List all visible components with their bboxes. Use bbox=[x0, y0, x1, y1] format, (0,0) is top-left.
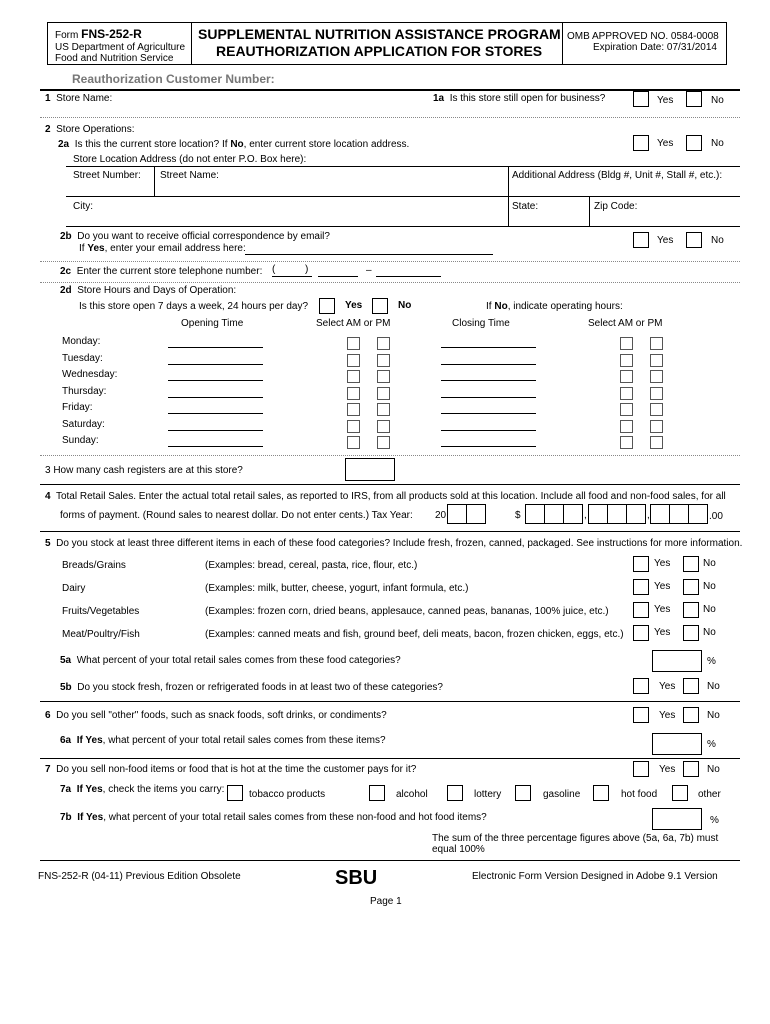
q1a-question: 1a Is this store still open for business? bbox=[433, 93, 606, 104]
close-am-checkbox-saturday[interactable] bbox=[620, 420, 633, 433]
q2a-question: 2a Is this the current store location? If No, enter current store location address. bbox=[58, 139, 410, 150]
email-input[interactable] bbox=[245, 254, 493, 255]
q7-yes-checkbox[interactable] bbox=[633, 761, 649, 777]
q6-question: 6 Do you sell "other" foods, such as snack foods, soft drinks, or condiments? bbox=[45, 710, 387, 721]
q2b-question: 2b Do you want to receive official correspondence by email? bbox=[60, 231, 330, 242]
page-number: Page 1 bbox=[370, 896, 402, 907]
close-am-checkbox-wednesday[interactable] bbox=[620, 370, 633, 383]
q5b-no-label: No bbox=[707, 681, 720, 692]
category-examples-meat-poultry-fish: (Examples: canned meats and fish, ground beef, deli meats, bacon, frozen chicken, eggs, etc.) bbox=[205, 629, 624, 640]
phone-area-close: ) bbox=[305, 264, 309, 275]
open-pm-checkbox-saturday[interactable] bbox=[377, 420, 390, 433]
expiration-date: Expiration Date: 07/31/2014 bbox=[593, 42, 717, 53]
q7-question: 7 Do you sell non-food items or food that is hot at the time the customer pays for it? bbox=[45, 764, 417, 775]
q7-no-checkbox[interactable] bbox=[683, 761, 699, 777]
category-no-label: No bbox=[703, 627, 716, 638]
comma-1: , bbox=[584, 510, 587, 521]
footer-electronic-version: Electronic Form Version Designed in Adobe 9.1 Version bbox=[472, 871, 718, 882]
category-name-fruits-vegetables: Fruits/Vegetables bbox=[62, 606, 140, 617]
tax-year-digit-1[interactable] bbox=[447, 504, 467, 524]
category-name-breads-grains: Breads/Grains bbox=[62, 560, 126, 571]
q6-yes-label: Yes bbox=[659, 710, 676, 721]
item-label-lottery: lottery bbox=[474, 789, 502, 800]
q2d-indicate-hours: If No, indicate operating hours: bbox=[486, 301, 623, 312]
phone-dash: – bbox=[366, 265, 372, 276]
phone-area-code-input[interactable] bbox=[272, 276, 312, 277]
q2a-yes-checkbox[interactable] bbox=[633, 135, 649, 151]
q2a-yes-label: Yes bbox=[657, 138, 674, 149]
category-no-label: No bbox=[703, 581, 716, 592]
q2d-question: 2d Store Hours and Days of Operation: bbox=[60, 285, 237, 296]
closing-time-input-friday[interactable] bbox=[441, 413, 536, 414]
q2b-email-label: If Yes, enter your email address here: bbox=[79, 243, 246, 254]
close-pm-checkbox-wednesday[interactable] bbox=[650, 370, 663, 383]
form-number: FNS-252-R bbox=[81, 27, 142, 41]
q7-yes-label: Yes bbox=[659, 764, 676, 775]
close-pm-checkbox-tuesday[interactable] bbox=[650, 354, 663, 367]
sum-note-line-2: equal 100% bbox=[432, 844, 485, 855]
q2d-yes-checkbox[interactable] bbox=[319, 298, 335, 314]
day-label-monday: Monday: bbox=[62, 336, 101, 347]
category-yes-checkbox-meat-poultry-fish[interactable] bbox=[633, 625, 649, 641]
street-name-field[interactable]: Street Name: bbox=[160, 170, 219, 181]
phone-area-open: ( bbox=[272, 264, 276, 275]
opening-time-header: Opening Time bbox=[181, 318, 244, 329]
q2-label: 2 Store Operations: bbox=[45, 124, 135, 135]
tax-year-prefix: 20 bbox=[435, 510, 447, 521]
select-ampm-header-close: Select AM or PM bbox=[588, 318, 663, 329]
street-number-field[interactable]: Street Number: bbox=[73, 170, 141, 181]
open-pm-checkbox-thursday[interactable] bbox=[377, 387, 390, 400]
sales-digit-9[interactable] bbox=[688, 504, 708, 524]
opening-time-input-wednesday[interactable] bbox=[168, 380, 263, 381]
q2b-no-checkbox[interactable] bbox=[686, 232, 702, 248]
q2d-yes-label: Yes bbox=[345, 300, 363, 311]
zip-code-field[interactable]: Zip Code: bbox=[594, 201, 638, 212]
day-label-saturday: Saturday: bbox=[62, 418, 105, 430]
q2d-no-checkbox[interactable] bbox=[372, 298, 388, 314]
q4-question-cont: forms of payment. (Round sales to nearest dollar. Do not enter cents.) Tax Year: bbox=[60, 510, 413, 521]
select-ampm-header-open: Select AM or PM bbox=[316, 318, 391, 329]
item-checkbox-hot-food[interactable] bbox=[593, 785, 609, 801]
item-checkbox-tobacco-products[interactable] bbox=[227, 785, 243, 801]
item-checkbox-lottery[interactable] bbox=[447, 785, 463, 801]
q6a-percent-input[interactable] bbox=[652, 733, 702, 755]
additional-address-field[interactable]: Additional Address (Bldg #, Unit #, Stall #, etc.): bbox=[512, 170, 723, 181]
comma-2: , bbox=[647, 510, 650, 521]
open-pm-checkbox-monday[interactable] bbox=[377, 337, 390, 350]
close-am-checkbox-monday[interactable] bbox=[620, 337, 633, 350]
agency-line-2: Food and Nutrition Service bbox=[55, 53, 174, 64]
q6-no-label: No bbox=[707, 710, 720, 721]
category-yes-checkbox-breads-grains[interactable] bbox=[633, 556, 649, 572]
form-prefix: Form bbox=[55, 30, 79, 41]
q5a-percent-input[interactable] bbox=[652, 650, 702, 672]
category-yes-label: Yes bbox=[654, 627, 671, 638]
close-am-checkbox-sunday[interactable] bbox=[620, 436, 633, 449]
open-am-checkbox-saturday[interactable] bbox=[347, 420, 360, 433]
open-pm-checkbox-tuesday[interactable] bbox=[377, 354, 390, 367]
dollar-sign: $ bbox=[515, 510, 521, 521]
item-checkbox-gasoline[interactable] bbox=[515, 785, 531, 801]
footer-edition: FNS-252-R (04-11) Previous Edition Obsolete bbox=[38, 871, 241, 882]
q5b-no-checkbox[interactable] bbox=[683, 678, 699, 694]
agency-line-1: US Department of Agriculture bbox=[55, 42, 186, 53]
item-label-gasoline: gasoline bbox=[543, 789, 581, 800]
category-yes-label: Yes bbox=[654, 558, 671, 569]
q6a-percent-sign: % bbox=[707, 739, 716, 750]
item-checkbox-other[interactable] bbox=[672, 785, 688, 801]
close-am-checkbox-tuesday[interactable] bbox=[620, 354, 633, 367]
q7-no-label: No bbox=[707, 764, 720, 775]
closing-time-input-sunday[interactable] bbox=[441, 446, 536, 447]
cash-registers-input[interactable] bbox=[345, 458, 395, 481]
open-am-checkbox-sunday[interactable] bbox=[347, 436, 360, 449]
q2a-no-label: No bbox=[711, 138, 724, 149]
item-label-tobacco-products: tobacco products bbox=[249, 789, 326, 800]
q3-question: 3 How many cash registers are at this store? bbox=[45, 465, 243, 476]
category-yes-label: Yes bbox=[654, 581, 671, 592]
category-yes-checkbox-dairy[interactable] bbox=[633, 579, 649, 595]
q5-question: 5 Do you stock at least three different items in each of these food categories? Include fresh, frozen, canned, packaged. See instructions for more information. bbox=[45, 538, 743, 549]
category-no-checkbox-fruits-vegetables[interactable] bbox=[683, 602, 699, 618]
sales-digit-1[interactable] bbox=[525, 504, 545, 524]
close-pm-checkbox-thursday[interactable] bbox=[650, 387, 663, 400]
sales-digit-4[interactable] bbox=[588, 504, 608, 524]
sum-note-line-1: The sum of the three percentage figures above (5a, 6a, 7b) must bbox=[432, 833, 719, 844]
category-name-meat-poultry-fish: Meat/Poultry/Fish bbox=[62, 629, 140, 640]
q4-question: 4 Total Retail Sales. Enter the actual total retail sales, as reported to IRS, from all products sold at this location. Include all food and non-food sales, for all bbox=[45, 491, 726, 502]
q7b-percent-sign: % bbox=[710, 815, 719, 826]
q5a-question: 5a What percent of your total retail sales comes from these food categories? bbox=[60, 655, 401, 666]
q7b-question: 7b If Yes, what percent of your total retail sales comes from these non-food and hot food items? bbox=[60, 812, 487, 823]
form-title-line-2: REAUTHORIZATION APPLICATION FOR STORES bbox=[216, 43, 543, 59]
open-am-checkbox-thursday[interactable] bbox=[347, 387, 360, 400]
q2b-no-label: No bbox=[711, 235, 724, 246]
q7b-percent-input[interactable] bbox=[652, 808, 702, 830]
sales-digit-7[interactable] bbox=[650, 504, 670, 524]
close-am-checkbox-thursday[interactable] bbox=[620, 387, 633, 400]
opening-time-input-tuesday[interactable] bbox=[168, 364, 263, 365]
q7a-question: 7a If Yes, check the items you carry: bbox=[60, 784, 225, 795]
sales-digit-5[interactable] bbox=[607, 504, 627, 524]
closing-time-input-thursday[interactable] bbox=[441, 397, 536, 398]
closing-time-input-tuesday[interactable] bbox=[441, 364, 536, 365]
q2d-no-label: No bbox=[398, 300, 412, 311]
state-field[interactable]: State: bbox=[512, 201, 539, 212]
q6a-question: 6a If Yes, what percent of your total retail sales comes from these items? bbox=[60, 735, 386, 746]
day-label-wednesday: Wednesday: bbox=[62, 369, 118, 380]
open-pm-checkbox-sunday[interactable] bbox=[377, 436, 390, 449]
city-field[interactable]: City: bbox=[73, 201, 93, 212]
form-title-line-1: SUPPLEMENTAL NUTRITION ASSISTANCE PROGRAM bbox=[198, 26, 561, 42]
closing-time-input-saturday[interactable] bbox=[441, 430, 536, 431]
phone-prefix-input[interactable] bbox=[318, 276, 358, 277]
q1a-no-checkbox[interactable] bbox=[686, 91, 702, 107]
close-pm-checkbox-saturday[interactable] bbox=[650, 420, 663, 433]
day-label-thursday: Thursday: bbox=[62, 385, 107, 397]
sales-digit-3[interactable] bbox=[563, 504, 583, 524]
category-yes-label: Yes bbox=[654, 604, 671, 615]
category-no-label: No bbox=[703, 604, 716, 615]
q1a-yes-checkbox[interactable] bbox=[633, 91, 649, 107]
q5b-question: 5b Do you stock fresh, frozen or refrigerated foods in at least two of these categories? bbox=[60, 682, 443, 693]
address-instructions: Store Location Address (do not enter P.O. Box here): bbox=[73, 154, 307, 165]
category-examples-dairy: (Examples: milk, butter, cheese, yogurt, infant formula, etc.) bbox=[205, 583, 469, 594]
open-pm-checkbox-friday[interactable] bbox=[377, 403, 390, 416]
closing-time-header: Closing Time bbox=[452, 318, 510, 329]
opening-time-input-friday[interactable] bbox=[168, 413, 263, 414]
open-am-checkbox-monday[interactable] bbox=[347, 337, 360, 350]
category-yes-checkbox-fruits-vegetables[interactable] bbox=[633, 602, 649, 618]
item-label-alcohol: alcohol bbox=[396, 789, 428, 800]
category-no-checkbox-breads-grains[interactable] bbox=[683, 556, 699, 572]
customer-number-label: Reauthorization Customer Number: bbox=[72, 72, 275, 86]
open-am-checkbox-tuesday[interactable] bbox=[347, 354, 360, 367]
opening-time-input-thursday[interactable] bbox=[168, 397, 263, 398]
q1a-no-label: No bbox=[711, 95, 724, 106]
q6-no-checkbox[interactable] bbox=[683, 707, 699, 723]
sales-digit-8[interactable] bbox=[669, 504, 689, 524]
category-no-label: No bbox=[703, 558, 716, 569]
q2b-yes-checkbox[interactable] bbox=[633, 232, 649, 248]
q2c-question: 2c Enter the current store telephone number: bbox=[60, 266, 263, 277]
q6-yes-checkbox[interactable] bbox=[633, 707, 649, 723]
day-label-sunday: Sunday: bbox=[62, 435, 99, 446]
sales-digit-6[interactable] bbox=[626, 504, 646, 524]
q5b-yes-checkbox[interactable] bbox=[633, 678, 649, 694]
day-label-tuesday: Tuesday: bbox=[62, 352, 103, 364]
opening-time-input-monday[interactable] bbox=[168, 347, 263, 348]
category-no-checkbox-meat-poultry-fish[interactable] bbox=[683, 625, 699, 641]
close-pm-checkbox-sunday[interactable] bbox=[650, 436, 663, 449]
sbu-marking: SBU bbox=[335, 867, 378, 889]
q2a-no-checkbox[interactable] bbox=[686, 135, 702, 151]
category-name-dairy: Dairy bbox=[62, 583, 86, 594]
q1-label: 1 Store Name: bbox=[45, 93, 113, 104]
item-label-hot-food: hot food bbox=[621, 789, 658, 800]
category-no-checkbox-dairy[interactable] bbox=[683, 579, 699, 595]
close-pm-checkbox-monday[interactable] bbox=[650, 337, 663, 350]
opening-time-input-sunday[interactable] bbox=[168, 446, 263, 447]
opening-time-input-saturday[interactable] bbox=[168, 430, 263, 431]
close-pm-checkbox-friday[interactable] bbox=[650, 403, 663, 416]
item-label-other: other bbox=[698, 789, 721, 800]
category-examples-fruits-vegetables: (Examples: frozen corn, dried beans, applesauce, canned peas, bananas, 100% juice, etc.) bbox=[205, 606, 609, 617]
item-checkbox-alcohol[interactable] bbox=[369, 785, 385, 801]
close-am-checkbox-friday[interactable] bbox=[620, 403, 633, 416]
open-am-checkbox-friday[interactable] bbox=[347, 403, 360, 416]
closing-time-input-wednesday[interactable] bbox=[441, 380, 536, 381]
q2b-yes-label: Yes bbox=[657, 235, 674, 246]
omb-number: OMB APPROVED NO. 0584-0008 bbox=[567, 31, 719, 42]
open-pm-checkbox-wednesday[interactable] bbox=[377, 370, 390, 383]
day-label-friday: Friday: bbox=[62, 402, 93, 413]
open-am-checkbox-wednesday[interactable] bbox=[347, 370, 360, 383]
q1a-yes-label: Yes bbox=[657, 95, 674, 106]
sales-digit-2[interactable] bbox=[544, 504, 564, 524]
cents-suffix: .00 bbox=[709, 511, 723, 522]
tax-year-digit-2[interactable] bbox=[466, 504, 486, 524]
q5b-yes-label: Yes bbox=[659, 681, 676, 692]
category-examples-breads-grains: (Examples: bread, cereal, pasta, rice, flour, etc.) bbox=[205, 560, 418, 571]
q5a-percent-sign: % bbox=[707, 656, 716, 667]
closing-time-input-monday[interactable] bbox=[441, 347, 536, 348]
phone-line-input[interactable] bbox=[376, 276, 441, 277]
q2d-open-7-question: Is this store open 7 days a week, 24 hours per day? bbox=[79, 301, 309, 312]
